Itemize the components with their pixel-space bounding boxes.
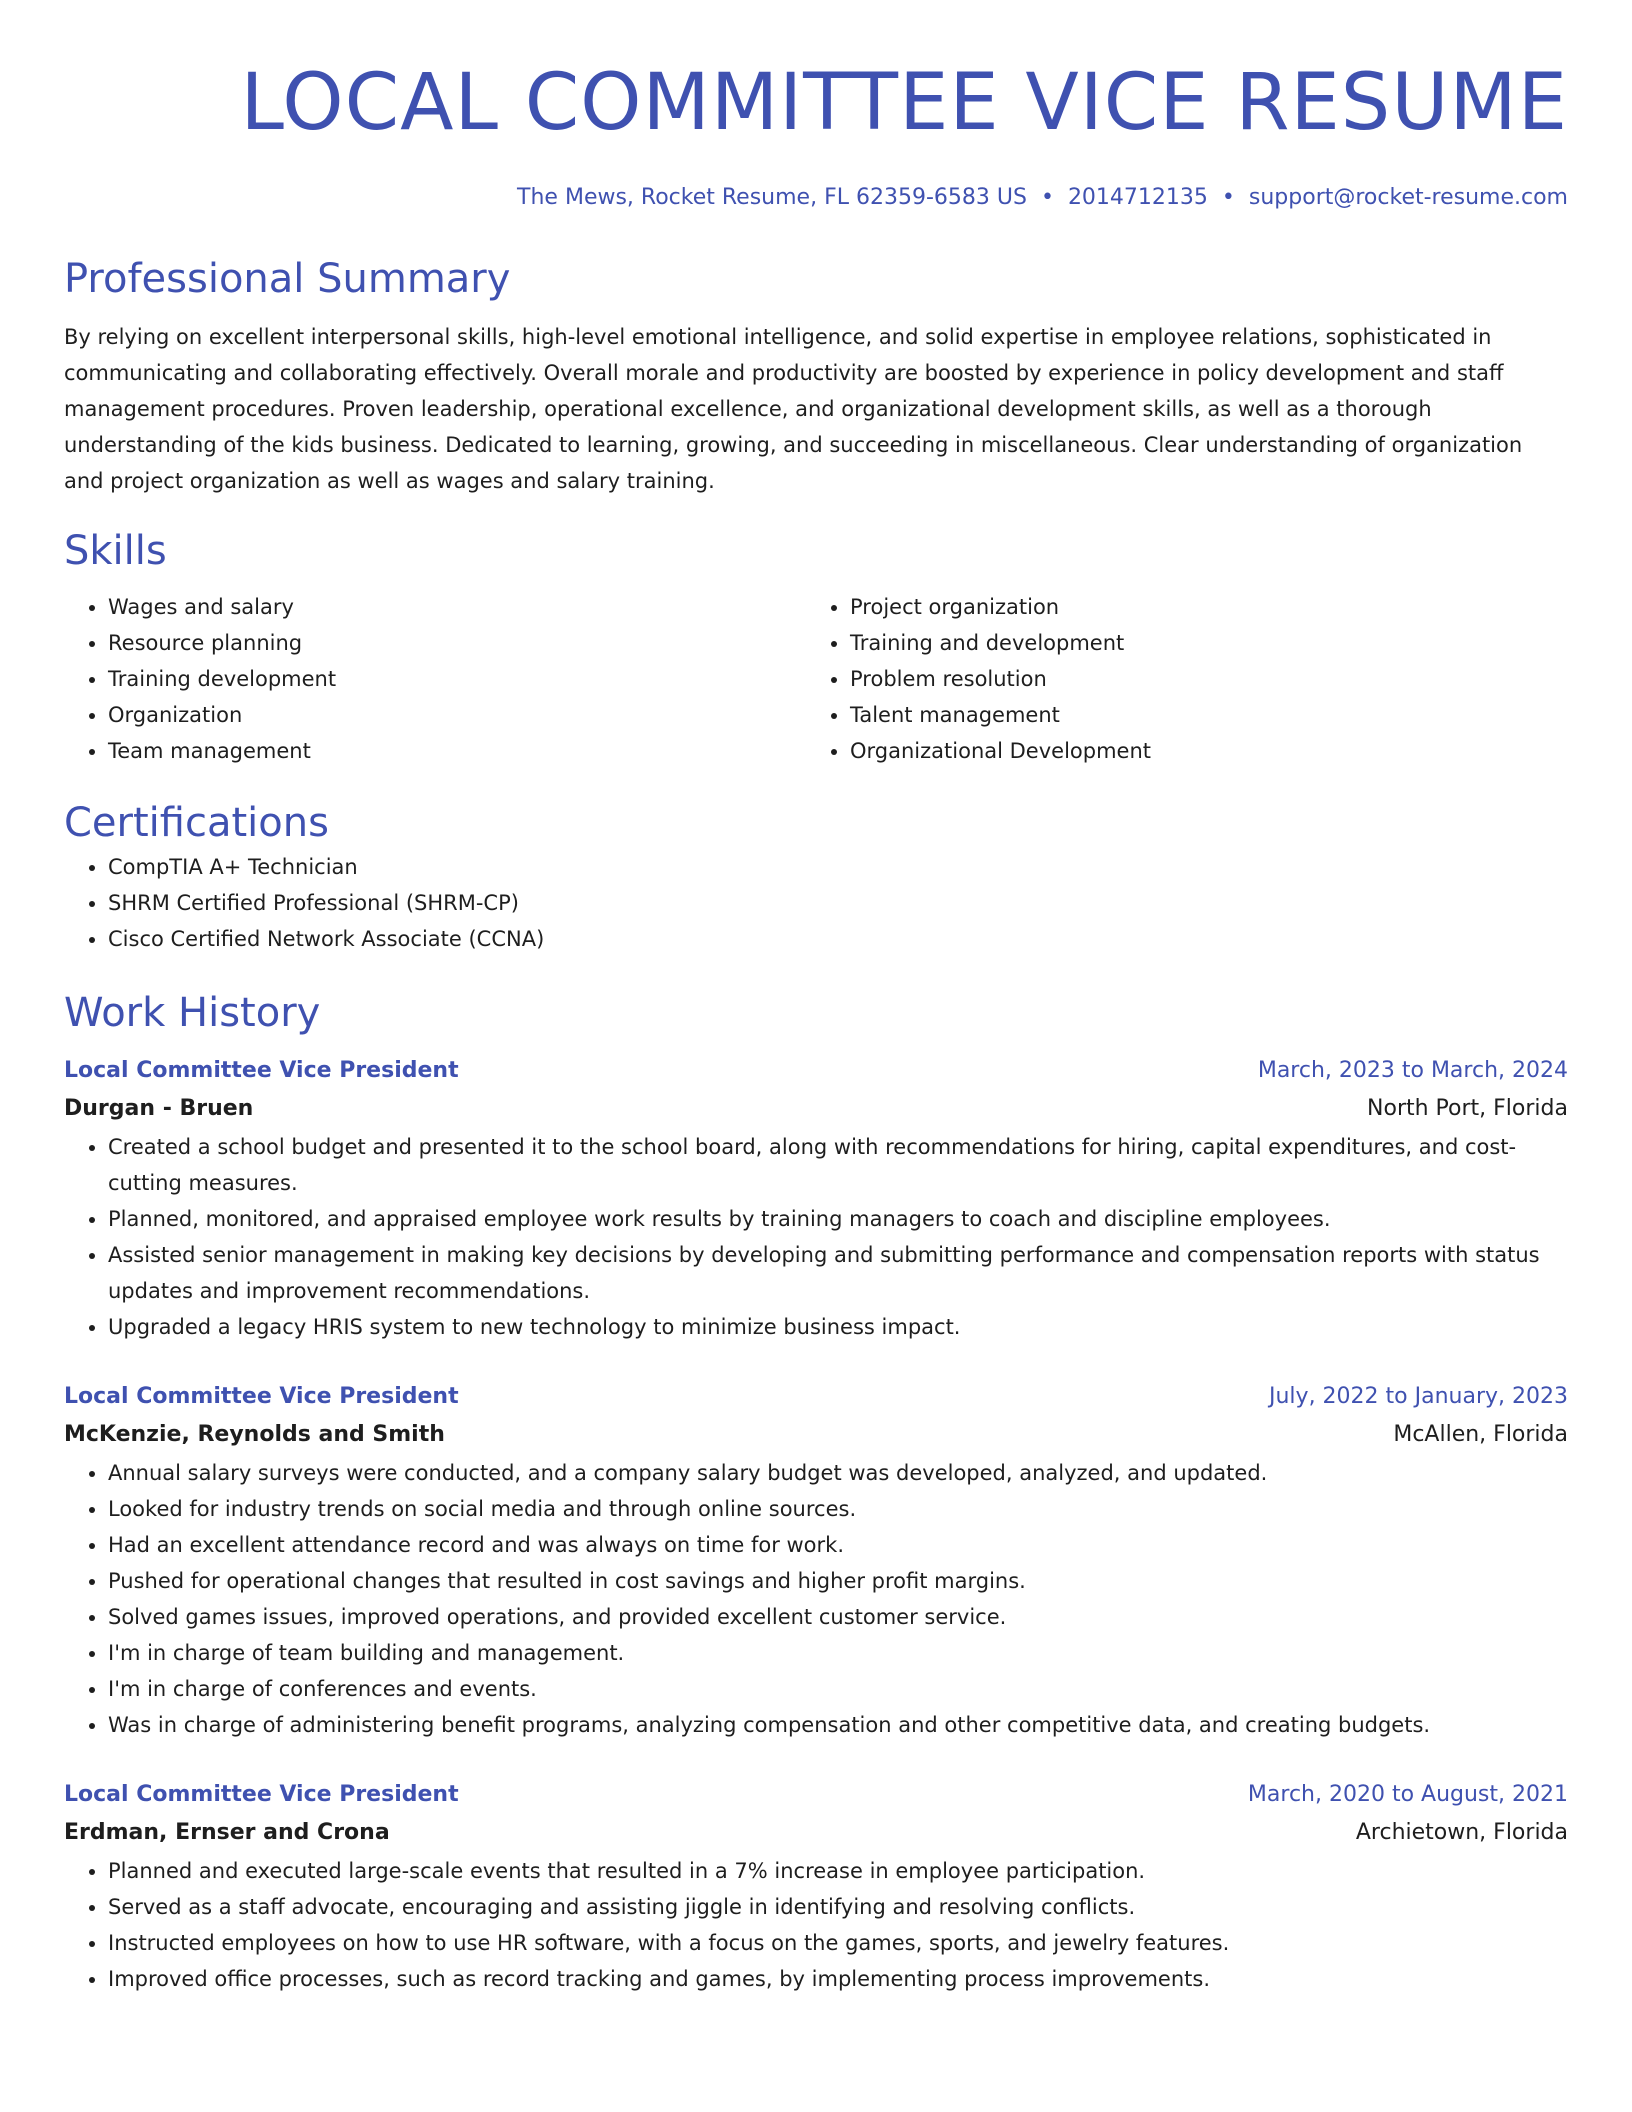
resume-name: LOCAL COMMITTEE VICE RESUME (240, 58, 1568, 148)
certification-item: • CompTIA A+ Technician (108, 849, 1568, 885)
skill-item: • Talent management (850, 697, 1548, 733)
job-company: McKenzie, Reynolds and Smith (64, 1422, 445, 1447)
job-title: Local Committee Vice President (64, 1782, 459, 1807)
job-title: Local Committee Vice President (64, 1058, 459, 1083)
job-company-row (64, 1813, 1568, 1853)
job-location: North Port, Florida (1367, 1096, 1568, 1121)
job-title: Local Committee Vice President (64, 1384, 459, 1409)
job-company-row (64, 1415, 1568, 1455)
skill-item: • Training development (108, 661, 806, 697)
job-bullets (64, 1853, 1568, 1997)
contact-address: The Mews, Rocket Resume, FL 62359-6583 US (517, 185, 1027, 210)
job-bullet: • Solved games issues, improved operations, and provided excellent customer service. (108, 1599, 1568, 1635)
job-entry (64, 1777, 1568, 1997)
job-bullet: • I'm in charge of conferences and events. (108, 1671, 1568, 1707)
skills-list-right (806, 589, 1548, 769)
skill-item: • Team management (108, 733, 806, 769)
skills-column-left (64, 589, 806, 769)
skill-item: • Organizational Development (850, 733, 1548, 769)
job-entry (64, 1379, 1568, 1743)
job-bullet: • Improved office processes, such as record tracking and games, by implementing process improvements. (108, 1961, 1568, 1997)
skill-item: • Wages and salary (108, 589, 806, 625)
job-company-row (64, 1089, 1568, 1129)
job-company: Erdman, Ernser and Crona (64, 1820, 390, 1845)
section-title-certifications: Certifications (64, 800, 329, 846)
job-bullet: • Upgraded a legacy HRIS system to new technology to minimize business impact. (108, 1309, 1568, 1345)
job-bullet: • Instructed employees on how to use HR software, with a focus on the games, sports, and jewelry features. (108, 1925, 1568, 1961)
job-location: Archietown, Florida (1355, 1820, 1568, 1845)
job-bullet: • Was in charge of administering benefit programs, analyzing compensation and other competitive data, and creating budgets. (108, 1707, 1568, 1743)
contact-email[interactable]: support@rocket-resume.com (1248, 185, 1568, 210)
skill-item: • Training and development (850, 625, 1548, 661)
job-bullet: • I'm in charge of team building and management. (108, 1635, 1568, 1671)
job-bullet: • Annual salary surveys were conducted, and a company salary budget was developed, analyzed, and updated. (108, 1455, 1568, 1491)
job-bullet: • Served as a staff advocate, encouraging and assisting jiggle in identifying and resolving conflicts. (108, 1889, 1568, 1925)
summary-text: By relying on excellent interpersonal skills, high-level emotional intelligence, and solid expertise in employee relations, sophisticated in communicating and collaborating effectively. Overall morale and productivity are boosted by experience in policy development and staff management procedures. Proven leadership, operational excellence, and organizational development skills, as well as a thorough understanding of the kids business. Dedicated to learning, growing, and succeeding in miscellaneous. Clear understanding of organization and project organization as well as wages and salary training. (64, 325, 1523, 493)
job-company: Durgan - Bruen (64, 1096, 254, 1121)
job-dates: March, 2020 to August, 2021 (1247, 1782, 1568, 1807)
job-bullet: • Looked for industry trends on social media and through online sources. (108, 1491, 1568, 1527)
contact-line (64, 181, 1568, 215)
job-bullets (64, 1129, 1568, 1345)
skill-item: • Organization (108, 697, 806, 733)
skills-column-right (806, 589, 1548, 769)
job-bullet: • Planned, monitored, and appraised employee work results by training managers to coach and discipline employees. (108, 1201, 1568, 1237)
skill-item: • Problem resolution (850, 661, 1548, 697)
job-bullet: • Planned and executed large-scale events that resulted in a 7% increase in employee participation. (108, 1853, 1568, 1889)
resume-header (64, 55, 1568, 215)
job-entry (64, 1053, 1568, 1345)
contact-separator: • (1221, 185, 1235, 210)
section-title-skills: Skills (64, 528, 167, 574)
certification-item: • SHRM Certified Professional (SHRM-CP) (108, 885, 1568, 921)
job-bullets (64, 1455, 1568, 1743)
section-title-work-history: Work History (64, 990, 321, 1036)
job-bullet: • Had an excellent attendance record and was always on time for work. (108, 1527, 1568, 1563)
job-header-row (64, 1053, 1568, 1089)
skill-item: • Resource planning (108, 625, 806, 661)
job-location: McAllen, Florida (1393, 1422, 1568, 1447)
job-bullet: • Pushed for operational changes that resulted in cost savings and higher profit margins. (108, 1563, 1568, 1599)
job-dates: July, 2022 to January, 2023 (1269, 1384, 1568, 1409)
job-header-row (64, 1379, 1568, 1415)
skill-item: • Project organization (850, 589, 1548, 625)
contact-phone: 2014712135 (1067, 185, 1208, 210)
job-bullet: • Created a school budget and presented it to the school board, along with recommendations for hiring, capital expenditures, and cost-cutting measures. (108, 1129, 1568, 1201)
skills-list-left (64, 589, 806, 769)
skills-grid (64, 589, 1568, 769)
section-title-summary: Professional Summary (64, 256, 511, 302)
certifications-list (64, 849, 1568, 957)
job-header-row (64, 1777, 1568, 1813)
certification-item: • Cisco Certified Network Associate (CCNA) (108, 921, 1568, 957)
contact-separator: • (1040, 185, 1054, 210)
job-bullet: • Assisted senior management in making key decisions by developing and submitting performance and compensation reports with status updates and improvement recommendations. (108, 1237, 1568, 1309)
job-dates: March, 2023 to March, 2024 (1257, 1058, 1568, 1083)
